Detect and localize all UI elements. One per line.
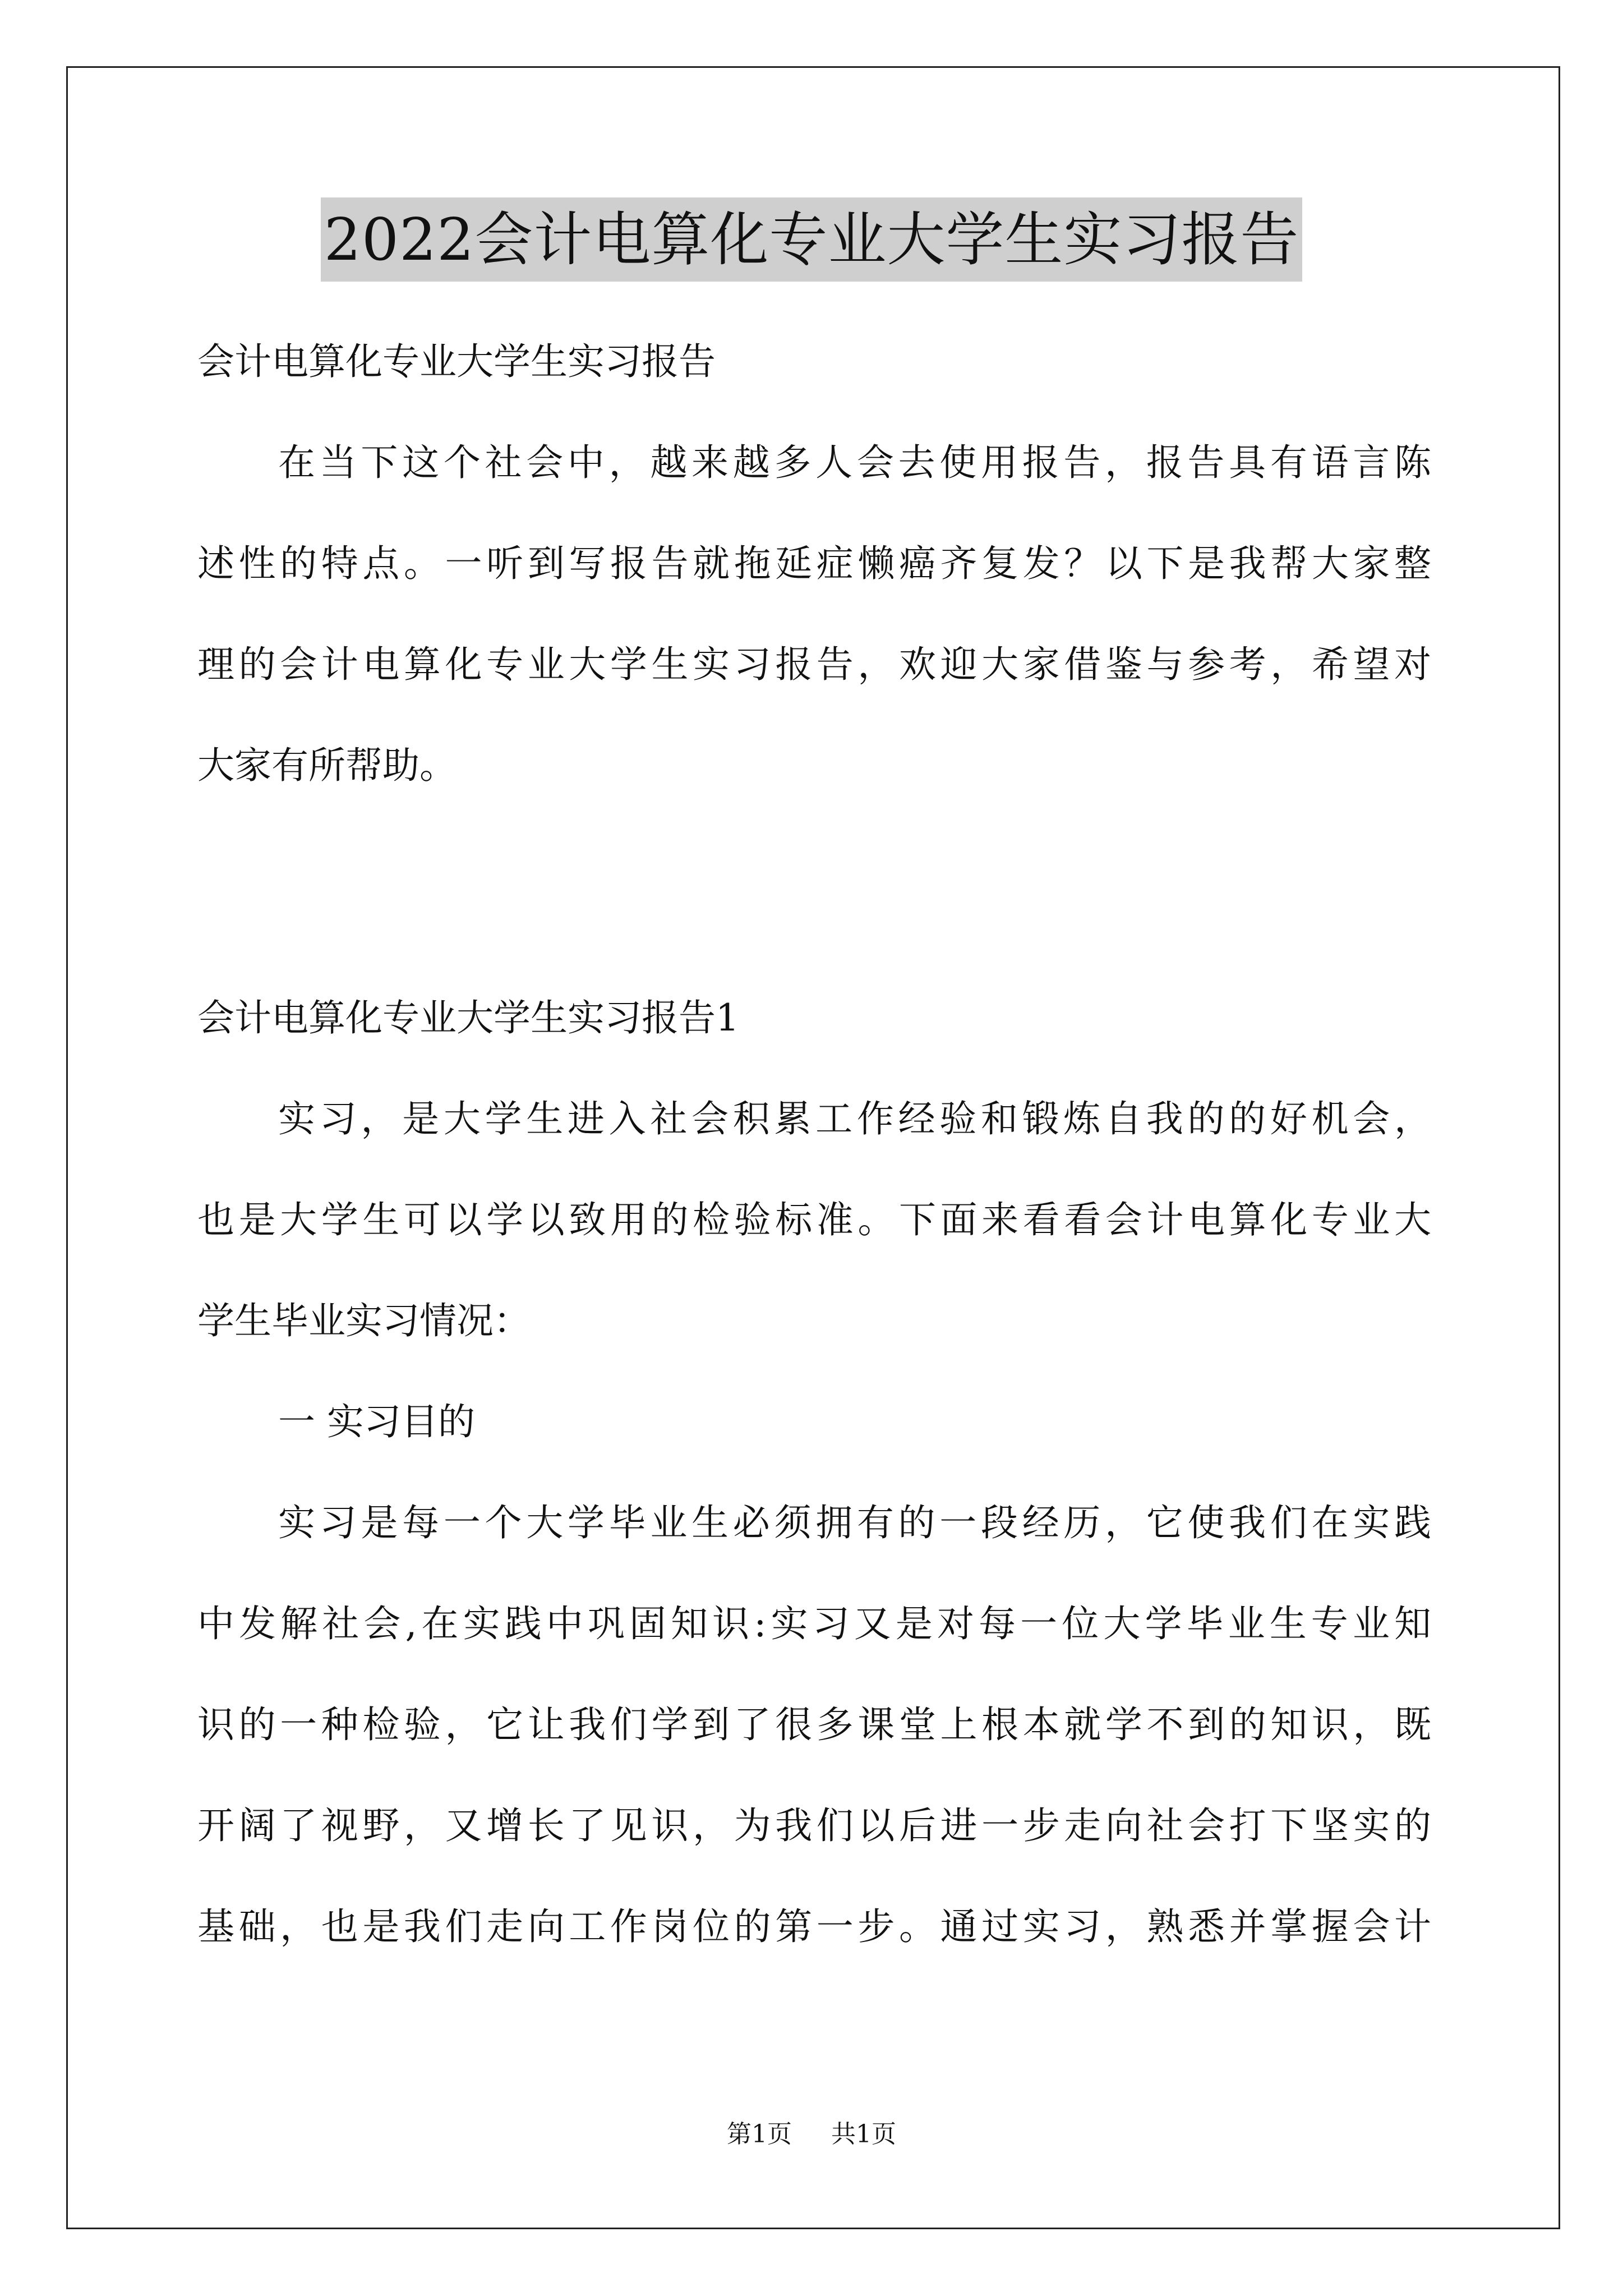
title-container [0, 197, 1623, 282]
paragraph-line: 中发解社会,在实践中巩固知识:实习又是对每一位大学毕业生专业知 [197, 1602, 1431, 1645]
paragraph-line: 理的会计电算化专业大学生实习报告，欢迎大家借鉴与参考，希望对 [197, 643, 1431, 686]
section1-paragraph-2 [197, 1473, 1431, 1977]
paragraph-line: 实习，是大学生进入社会积累工作经验和锻炼自我的的好机会， [278, 1097, 1431, 1140]
paragraph-line: 开阔了视野，又增长了见识，为我们以后进一步走向社会打下坚实的 [197, 1804, 1431, 1847]
paragraph-line: 述性的特点。一听到写报告就拖延症懒癌齐复发？以下是我帮大家整 [197, 542, 1431, 585]
document-title: 2022会计电算化专业大学生实习报告 [321, 197, 1303, 282]
section1-heading-block [197, 968, 1431, 1069]
paragraph-line: 识的一种检验，它让我们学到了很多课堂上根本就学不到的知识，既 [197, 1703, 1431, 1746]
subtitle-block [197, 311, 1431, 412]
document-subtitle: 会计电算化专业大学生实习报告 [197, 340, 716, 383]
sub-heading: 一 实习目的 [278, 1400, 475, 1443]
paragraph-line: 实习是每一个大学毕业生必须拥有的一段经历，它使我们在实践 [278, 1501, 1431, 1544]
paragraph-line: 基础，也是我们走向工作岗位的第一步。通过实习，熟悉并掌握会计 [197, 1905, 1431, 1948]
page-footer [0, 2118, 1623, 2151]
section1-paragraph-1 [197, 1069, 1431, 1372]
paragraph-line: 也是大学生可以学以致用的检验标准。下面来看看会计电算化专业大 [197, 1198, 1431, 1241]
section-heading: 会计电算化专业大学生实习报告1 [197, 996, 739, 1039]
page-number: 第1页 [727, 2120, 792, 2148]
paragraph-line: 学生毕业实习情况： [197, 1299, 531, 1342]
intro-paragraph [197, 412, 1431, 816]
page-count: 共1页 [831, 2120, 896, 2148]
sub-heading-block [197, 1372, 1431, 1473]
paragraph-line: 在当下这个社会中，越来越多人会去使用报告，报告具有语言陈 [278, 441, 1431, 484]
paragraph-line: 大家有所帮助。 [197, 744, 457, 787]
